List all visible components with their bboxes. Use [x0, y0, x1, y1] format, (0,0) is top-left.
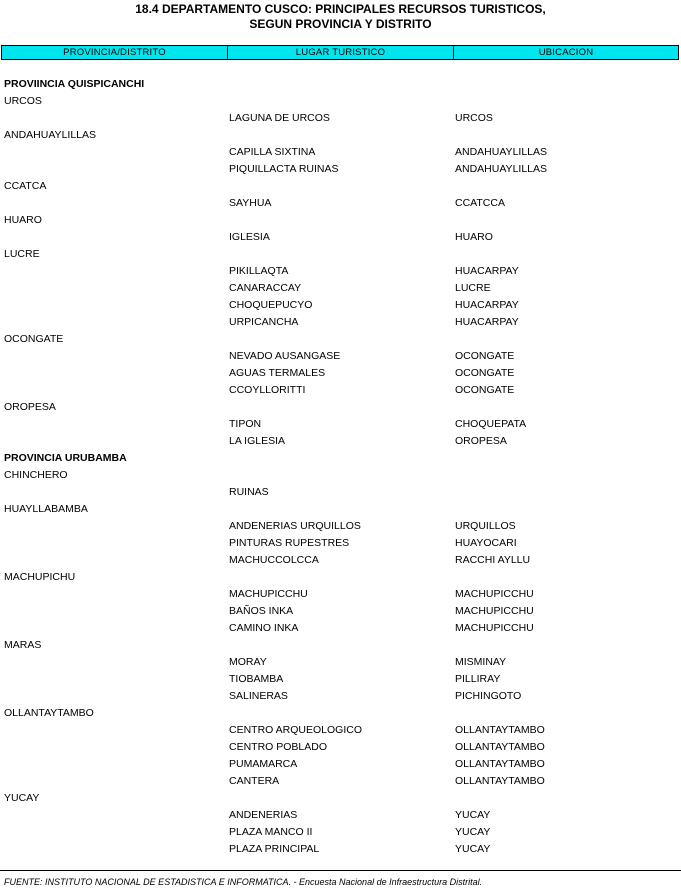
cell-lugar-turistico: CANTERA — [229, 775, 280, 787]
district-row — [0, 501, 681, 518]
cell-lugar-turistico: LAGUNA DE URCOS — [229, 112, 330, 124]
cell-ubicacion: OCONGATE — [455, 350, 515, 362]
table-row — [0, 518, 681, 535]
cell-ubicacion: HUACARPAY — [455, 316, 519, 328]
table-title-line-2: SEGUN PROVINCIA Y DISTRITO — [249, 17, 432, 31]
cell-ubicacion: HUACARPAY — [455, 299, 519, 311]
table-row — [0, 773, 681, 790]
table-row — [0, 161, 681, 178]
cell-provincia-distrito: HUARO — [4, 214, 42, 226]
table-row — [0, 280, 681, 297]
cell-ubicacion: PICHINGOTO — [455, 690, 522, 702]
district-row — [0, 637, 681, 654]
table-row — [0, 552, 681, 569]
cell-lugar-turistico: SAYHUA — [229, 197, 272, 209]
cell-lugar-turistico: PIKILLAQTA — [229, 265, 289, 277]
district-row — [0, 467, 681, 484]
table-row — [0, 586, 681, 603]
province-row — [0, 76, 681, 93]
cell-ubicacion: URQUILLOS — [455, 520, 516, 532]
table-row — [0, 348, 681, 365]
cell-lugar-turistico: PLAZA PRINCIPAL — [229, 843, 320, 855]
cell-provincia-distrito: URCOS — [4, 95, 42, 107]
cell-ubicacion: CCATCCA — [455, 197, 505, 209]
table-title — [0, 2, 681, 32]
table-row — [0, 263, 681, 280]
table-row — [0, 484, 681, 501]
cell-lugar-turistico: URPICANCHA — [229, 316, 299, 328]
cell-ubicacion: OCONGATE — [455, 367, 515, 379]
cell-provincia-distrito: MACHUPICHU — [4, 571, 76, 583]
table-row — [0, 722, 681, 739]
province-row — [0, 450, 681, 467]
table-row — [0, 688, 681, 705]
cell-lugar-turistico: PINTURAS RUPESTRES — [229, 537, 350, 549]
cell-provincia-distrito: HUAYLLABAMBA — [4, 503, 88, 515]
cell-provincia-distrito: PROVINCIA URUBAMBA — [4, 452, 127, 464]
cell-ubicacion: MACHUPICCHU — [455, 622, 534, 634]
district-row — [0, 399, 681, 416]
cell-ubicacion: RACCHI AYLLU — [455, 554, 531, 566]
table-row — [0, 841, 681, 858]
cell-lugar-turistico: SALINERAS — [229, 690, 288, 702]
cell-ubicacion: HUAYOCARI — [455, 537, 517, 549]
cell-lugar-turistico: PLAZA MANCO II — [229, 826, 313, 838]
cell-lugar-turistico: CAPILLA SIXTINA — [229, 146, 316, 158]
table-row — [0, 824, 681, 841]
cell-ubicacion: MISMINAY — [455, 656, 507, 668]
district-row — [0, 212, 681, 229]
cell-lugar-turistico: CAMINO INKA — [229, 622, 299, 634]
table-row — [0, 756, 681, 773]
table-row — [0, 229, 681, 246]
district-row — [0, 127, 681, 144]
cell-lugar-turistico: CENTRO POBLADO — [229, 741, 328, 753]
table-row — [0, 382, 681, 399]
cell-provincia-distrito: YUCAY — [4, 792, 40, 804]
cell-ubicacion: MACHUPICCHU — [455, 588, 534, 600]
cell-provincia-distrito: LUCRE — [4, 248, 40, 260]
cell-ubicacion: YUCAY — [455, 809, 491, 821]
cell-ubicacion: MACHUPICCHU — [455, 605, 534, 617]
table-row — [0, 416, 681, 433]
table-title-line-1: 18.4 DEPARTAMENTO CUSCO: PRINCIPALES RECURSOS TURISTICOS, — [135, 2, 546, 16]
cell-provincia-distrito: OROPESA — [4, 401, 56, 413]
table-row — [0, 433, 681, 450]
cell-provincia-distrito: OCONGATE — [4, 333, 64, 345]
table-row — [0, 535, 681, 552]
cell-lugar-turistico: LA IGLESIA — [229, 435, 286, 447]
cell-lugar-turistico: AGUAS TERMALES — [229, 367, 326, 379]
cell-lugar-turistico: MORAY — [229, 656, 267, 668]
header-provincia-distrito: PROVINCIA/DISTRITO — [2, 46, 228, 59]
cell-ubicacion: LUCRE — [455, 282, 491, 294]
cell-ubicacion: HUARO — [455, 231, 493, 243]
cell-provincia-distrito: MARAS — [4, 639, 42, 651]
table-row — [0, 671, 681, 688]
table-row — [0, 620, 681, 637]
cell-provincia-distrito: PROVIINCIA QUISPICANCHI — [4, 78, 145, 90]
district-row — [0, 93, 681, 110]
table-row — [0, 739, 681, 756]
table-body — [0, 76, 681, 858]
header-ubicacion: UBICACION — [538, 47, 594, 58]
district-row — [0, 246, 681, 263]
cell-ubicacion: YUCAY — [455, 843, 491, 855]
cell-lugar-turistico: IGLESIA — [229, 231, 270, 243]
cell-lugar-turistico: MACHUCCOLCCA — [229, 554, 319, 566]
cell-ubicacion: YUCAY — [455, 826, 491, 838]
cell-ubicacion: ANDAHUAYLILLAS — [455, 146, 548, 158]
cell-lugar-turistico: CENTRO ARQUEOLOGICO — [229, 724, 363, 736]
cell-lugar-turistico: MACHUPICCHU — [229, 588, 308, 600]
cell-lugar-turistico: PIQUILLACTA RUINAS — [229, 163, 339, 175]
cell-ubicacion: CHOQUEPATA — [455, 418, 527, 430]
district-row — [0, 790, 681, 807]
cell-provincia-distrito: ANDAHUAYLILLAS — [4, 129, 97, 141]
table-row — [0, 297, 681, 314]
footer-divider — [0, 870, 681, 871]
cell-ubicacion: URCOS — [455, 112, 493, 124]
cell-lugar-turistico: NEVADO AUSANGASE — [229, 350, 341, 362]
cell-provincia-distrito: CCATCA — [4, 180, 47, 192]
table-row — [0, 195, 681, 212]
cell-lugar-turistico: RUINAS — [229, 486, 269, 498]
cell-lugar-turistico: ANDENERIAS — [229, 809, 298, 821]
cell-lugar-turistico: ANDENERIAS URQUILLOS — [229, 520, 361, 532]
table-row — [0, 807, 681, 824]
cell-ubicacion: OLLANTAYTAMBO — [455, 741, 545, 753]
cell-lugar-turistico: CANARACCAY — [229, 282, 302, 294]
cell-ubicacion: OLLANTAYTAMBO — [455, 775, 545, 787]
cell-provincia-distrito: CHINCHERO — [4, 469, 68, 481]
cell-ubicacion: OROPESA — [455, 435, 507, 447]
district-row — [0, 569, 681, 586]
table-header — [1, 45, 679, 60]
cell-ubicacion: HUACARPAY — [455, 265, 519, 277]
table-row — [0, 654, 681, 671]
cell-ubicacion: ANDAHUAYLILLAS — [455, 163, 548, 175]
cell-ubicacion: OLLANTAYTAMBO — [455, 758, 545, 770]
table-row — [0, 110, 681, 127]
cell-ubicacion: OCONGATE — [455, 384, 515, 396]
cell-provincia-distrito: OLLANTAYTAMBO — [4, 707, 94, 719]
cell-lugar-turistico: TIPON — [229, 418, 262, 430]
cell-lugar-turistico: CHOQUEPUCYO — [229, 299, 313, 311]
district-row — [0, 178, 681, 195]
cell-lugar-turistico: BAÑOS INKA — [229, 605, 294, 617]
table-row — [0, 365, 681, 382]
cell-lugar-turistico: TIOBAMBA — [229, 673, 284, 685]
table-row — [0, 314, 681, 331]
cell-ubicacion: PILLIRAY — [455, 673, 501, 685]
district-row — [0, 331, 681, 348]
header-lugar-turistico: LUGAR TURISTICO — [228, 46, 454, 59]
cell-lugar-turistico: CCOYLLORITTI — [229, 384, 306, 396]
table-row — [0, 144, 681, 161]
cell-ubicacion: OLLANTAYTAMBO — [455, 724, 545, 736]
cell-lugar-turistico: PUMAMARCA — [229, 758, 298, 770]
district-row — [0, 705, 681, 722]
table-row — [0, 603, 681, 620]
source-footnote: FUENTE: INSTITUTO NACIONAL DE ESTADISTICA E INFORMATICA. - Encuesta Nacional de Infraestructura Distrital. — [4, 877, 483, 887]
